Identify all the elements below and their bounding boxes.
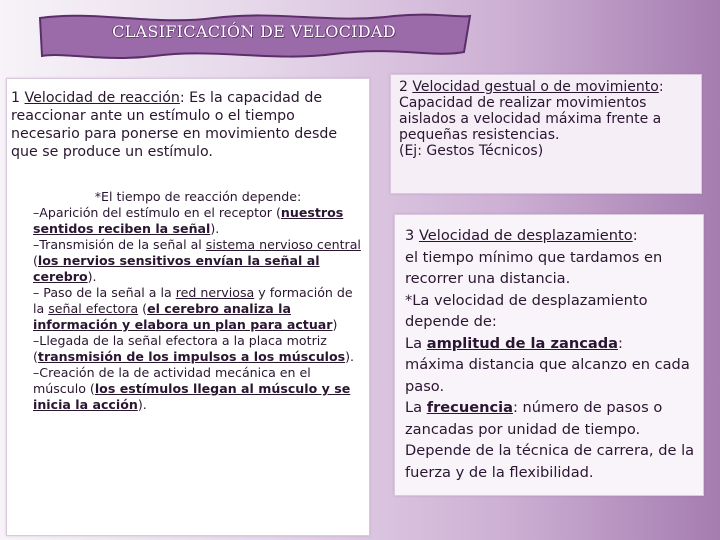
factor-2-text: –Transmisión de la señal al bbox=[33, 237, 206, 252]
section-number: 3 bbox=[405, 227, 415, 244]
section-number: 1 bbox=[11, 90, 21, 106]
reaction-text: : Es la capacidad de reaccionar ante un estímulo o el tiempo necesario para ponerse en movimiento desde que se produce un estímulo. bbox=[11, 90, 338, 160]
factor-5-end: ). bbox=[137, 397, 147, 412]
reaction-definition bbox=[11, 89, 363, 161]
factor-3-text: – Paso de la señal a la bbox=[33, 285, 176, 300]
panel-gestural-speed bbox=[390, 74, 702, 194]
section-number: 2 bbox=[399, 79, 408, 95]
gestural-text: : Capacidad de realizar movimientos aislados a velocidad máxima frente a pequeñas resistencias. bbox=[399, 79, 664, 143]
page-title: CLASIFICACIÓN DE VELOCIDAD bbox=[112, 22, 396, 41]
factor-3-sep: ( bbox=[138, 301, 148, 316]
section-heading: Velocidad gestual o de movimiento bbox=[412, 79, 659, 95]
frequency-definition: : número de pasos o zancadas por unidad de tiempo. bbox=[405, 399, 663, 438]
factor-2-term: sistema nervioso central bbox=[205, 237, 361, 252]
factor-1-text: –Aparición del estímulo en el receptor ( bbox=[33, 205, 281, 220]
frequency-prefix: La bbox=[405, 399, 427, 416]
factor-2-sep: ( bbox=[33, 253, 38, 268]
heading-colon: : bbox=[632, 227, 638, 244]
title-banner bbox=[34, 8, 474, 62]
amplitude-colon: : bbox=[618, 334, 623, 352]
factor-4-end: ). bbox=[345, 349, 355, 364]
factor-4-text: –Llegada de la señal efectora a la placa motriz ( bbox=[33, 333, 327, 364]
displacement-line-2: *La velocidad de desplazamiento depende de: bbox=[405, 291, 648, 330]
factor-5-emphasis: los estímulos llegan al músculo y se inicia la acción bbox=[33, 381, 351, 412]
factor-3-mid: y formación de la bbox=[33, 285, 353, 316]
factor-3-term-2: señal efectora bbox=[48, 301, 139, 316]
factor-3-term: red nerviosa bbox=[175, 285, 255, 300]
displacement-dependence: Depende de la técnica de carrera, de la fuerza y de la flexibilidad. bbox=[405, 442, 695, 481]
displacement-line-1: el tiempo mínimo que tardamos en recorrer una distancia. bbox=[405, 248, 663, 287]
amplitude-prefix: La bbox=[405, 334, 427, 352]
frequency-term: frecuencia bbox=[426, 399, 513, 416]
gestural-definition bbox=[399, 79, 699, 159]
factor-1-end: ). bbox=[210, 221, 220, 236]
factor-1-emphasis: nuestros sentidos reciben la señal bbox=[33, 205, 344, 236]
factor-3-emphasis: el cerebro analiza la información y elabora un plan para actuar bbox=[33, 301, 333, 332]
section-heading: Velocidad de desplazamiento bbox=[418, 227, 633, 244]
reaction-factors bbox=[33, 189, 363, 413]
gestural-example: (Ej: Gestos Técnicos) bbox=[399, 143, 544, 159]
panel-reaction-speed bbox=[6, 78, 370, 536]
factor-3-end: ) bbox=[332, 317, 338, 332]
section-heading: Velocidad de reacción bbox=[24, 90, 180, 106]
factor-2-end: ). bbox=[87, 269, 97, 284]
panel-displacement-speed bbox=[394, 214, 704, 496]
amplitude-definition: máxima distancia que alcanzo en cada paso. bbox=[405, 356, 690, 395]
factor-4-emphasis: transmisión de los impulsos a los músculos bbox=[37, 349, 346, 364]
displacement-definition bbox=[405, 225, 701, 483]
factor-5-text: –Creación de la de actividad mecánica en el músculo ( bbox=[33, 365, 311, 396]
amplitude-term: amplitud de la zancada bbox=[426, 334, 618, 352]
factor-2-emphasis: los nervios sensitivos envían la señal al cerebro bbox=[33, 253, 320, 284]
factors-intro: *El tiempo de reacción depende: bbox=[94, 189, 302, 204]
